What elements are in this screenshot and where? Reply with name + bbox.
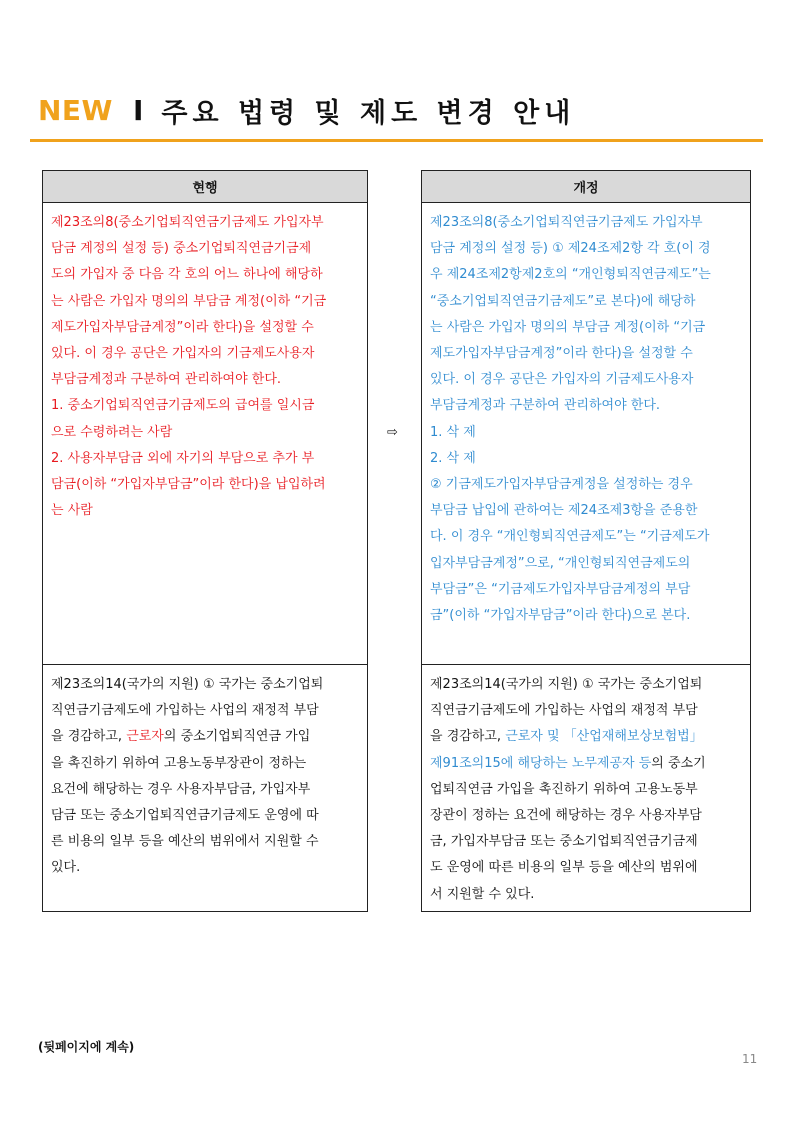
current-law-column: [42, 170, 368, 912]
amended-article-23-8: [422, 203, 750, 665]
text-line: 입자부담금계정”으로, “개인형퇴직연금제도의: [430, 555, 691, 571]
text-segment: 을 경감하고,: [51, 729, 127, 745]
text-line: [51, 724, 359, 750]
text-line: 담금(이하 “가입자부담금”이라 한다)을 납입하려: [51, 477, 326, 493]
text-line: 제23조의8(중소기업퇴직연금기금제도 가입자부: [430, 215, 703, 230]
text-line: 는 사람: [51, 503, 93, 519]
amended-article-23-14: [422, 665, 750, 911]
text-line: 제도가입자부담금계정”이라 한다)을 설정할 수: [430, 346, 693, 362]
text-line: 2. 삭 제: [430, 450, 476, 466]
text-line: 직연금기금제도에 가입하는 사업의 재정적 부담: [51, 703, 319, 719]
text-line: 1. 중소기업퇴직연금기금제도의 급여를 일시금: [51, 398, 315, 414]
current-law-header: 현행: [43, 171, 367, 203]
text-line: 서 지원할 수 있다.: [430, 886, 535, 902]
text-line: 부담금계정과 구분하여 관리하여야 한다.: [51, 372, 282, 388]
text-line: 도 운영에 따른 비용의 일부 등을 예산의 범위에: [430, 860, 698, 876]
text-line: 장관이 정하는 요건에 해당하는 경우 사용자부담: [430, 808, 702, 824]
page-number: 11: [742, 1052, 758, 1066]
continued-note: (뒷페이지에 계속): [38, 1040, 135, 1054]
text-line: 으로 수령하려는 사람: [51, 424, 173, 440]
change-arrow-icon: ⇨: [387, 425, 398, 440]
text-line: 는 사람은 가입자 명의의 부담금 계정(이하 “기금: [430, 319, 706, 335]
text-line: 부담금계정과 구분하여 관리하여야 한다.: [430, 398, 661, 414]
header-separator: I: [132, 93, 144, 127]
text-line: 도의 가입자 중 다음 각 호의 어느 하나에 해당하: [51, 267, 323, 283]
new-label: NEW: [38, 93, 113, 127]
text-line: ② 기금제도가입자부담금계정을 설정하는 경우: [430, 477, 693, 493]
text-line: 는 사람은 가입자 명의의 부담금 계정(이하 “기금: [51, 293, 327, 309]
page-header: [38, 88, 575, 132]
current-article-23-14: [43, 665, 367, 911]
added-text: 근로자 및 「산업재해보상보험법」: [505, 729, 703, 745]
text-line: 제도가입자부담금계정”이라 한다)을 설정할 수: [51, 319, 314, 335]
text-line: “중소기업퇴직연금기금제도”로 본다)에 해당하: [430, 293, 696, 309]
text-line: 제23조의14(국가의 지원) ① 국가는 중소기업퇴: [430, 677, 703, 692]
text-segment: 의 중소기: [651, 755, 706, 771]
text-line: 제23조의14(국가의 지원) ① 국가는 중소기업퇴: [51, 677, 324, 692]
deleted-text: 근로자: [126, 729, 164, 745]
text-line: 우 제24조제2항제2호의 “개인형퇴직연금제도”는: [430, 267, 711, 283]
text-line: 부담금”은 “기금제도가입자부담금계정의 부담: [430, 581, 691, 597]
text-line: 을 촉진하기 위하여 고용노동부장관이 정하는: [51, 755, 307, 771]
text-line: 있다. 이 경우 공단은 가입자의 기금제도사용자: [430, 372, 694, 388]
page-title: 주요 법령 및 제도 변경 안내: [161, 97, 576, 129]
current-article-23-8: [43, 203, 367, 665]
text-segment: 의 중소기업퇴직연금 가입: [163, 729, 311, 745]
text-line: 업퇴직연금 가입을 촉진하기 위하여 고용노동부: [430, 781, 698, 797]
text-segment: 을 경감하고,: [430, 729, 506, 745]
text-line: 담금 계정의 설정 등) 중소기업퇴직연금기금제: [51, 241, 312, 257]
amended-law-column: [421, 170, 751, 912]
text-line: 1. 삭 제: [430, 424, 476, 440]
text-line: 른 비용의 일부 등을 예산의 범위에서 지원할 수: [51, 834, 319, 850]
header-rule: [30, 139, 763, 142]
text-line: 있다.: [51, 860, 81, 876]
amended-law-header: 개정: [422, 171, 750, 203]
added-text: 제91조의15에 해당하는 노무제공자 등: [430, 755, 652, 771]
text-line: 있다. 이 경우 공단은 가입자의 기금제도사용자: [51, 346, 315, 362]
text-line: 담금 계정의 설정 등) ① 제24조제2항 각 호(이 경: [430, 241, 711, 257]
text-line: 담금 또는 중소기업퇴직연금기금제도 운영에 따: [51, 808, 319, 824]
text-line: 직연금기금제도에 가입하는 사업의 재정적 부담: [430, 703, 698, 719]
text-line: 2. 사용자부담금 외에 자기의 부담으로 추가 부: [51, 450, 315, 466]
text-line: 제23조의8(중소기업퇴직연금기금제도 가입자부: [51, 215, 324, 230]
text-line: 부담금 납입에 관하여는 제24조제3항을 준용한: [430, 503, 698, 519]
text-line: 금, 가입자부담금 또는 중소기업퇴직연금기금제: [430, 834, 698, 850]
text-line: [430, 724, 742, 750]
text-line: 요건에 해당하는 경우 사용자부담금, 가입자부: [51, 781, 311, 797]
text-line: 다. 이 경우 “개인형퇴직연금제도”는 “기금제도가: [430, 529, 710, 545]
text-line: [430, 751, 742, 777]
text-line: 금”(이하 “가입자부담금”이라 한다)으로 본다.: [430, 608, 691, 624]
